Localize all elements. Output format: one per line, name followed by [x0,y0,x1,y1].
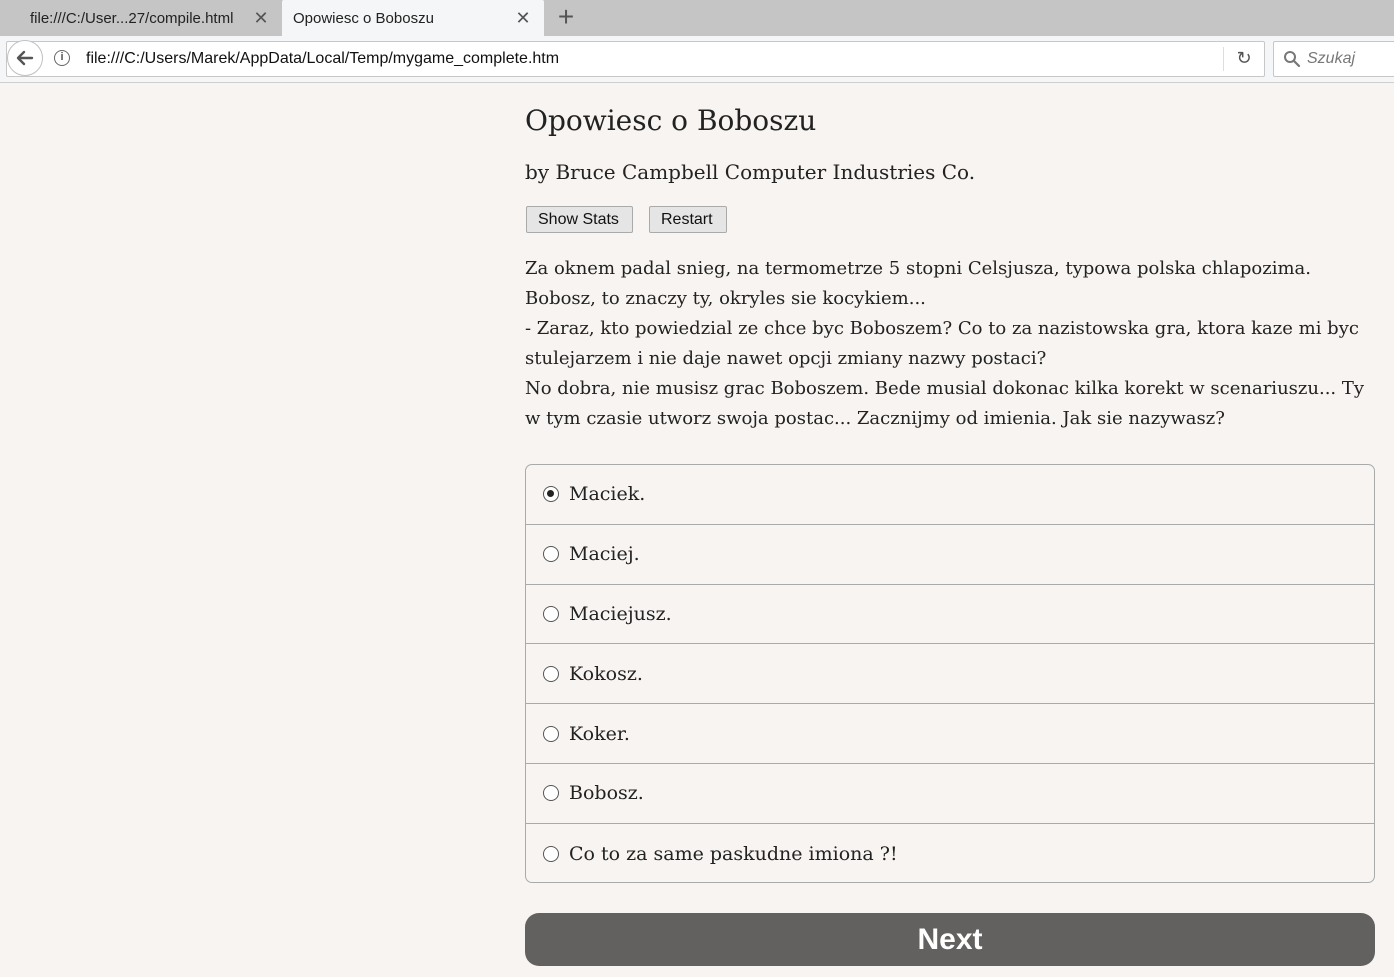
choice-item[interactable] [526,764,1374,824]
passage-paragraph: Za oknem padal snieg, na termometrze 5 stopni Celsjusza, typowa polska chlapozima. Bobosz, to znaczy ty, okryles sie kocykiem... [525,258,1311,309]
radio-icon[interactable] [543,785,559,801]
restart-button[interactable]: Restart [649,206,727,233]
radio-icon[interactable] [543,546,559,562]
choice-item[interactable] [526,525,1374,585]
choice-item[interactable] [526,465,1374,525]
radio-icon[interactable] [543,666,559,682]
tab-label: file:///C:/User...27/compile.html [30,9,234,27]
arrow-left-icon [15,48,35,68]
story-passage [525,254,1380,434]
tab-compile[interactable] [0,0,282,36]
choice-label[interactable]: Maciek. [569,483,646,506]
radio-icon[interactable] [543,606,559,622]
choice-item[interactable] [526,644,1374,704]
page-title: Opowiesc o Boboszu [525,104,817,137]
choice-item[interactable] [526,704,1374,764]
reload-icon[interactable]: ↻ [1236,48,1252,69]
search-icon [1283,50,1301,68]
tab-game[interactable] [282,0,544,36]
byline: by Bruce Campbell Computer Industries Co. [525,160,976,184]
radio-selected-icon[interactable] [543,486,559,502]
choice-label[interactable]: Bobosz. [569,782,644,805]
choice-item[interactable] [526,824,1374,883]
close-tab-icon[interactable]: ✕ [515,8,531,28]
choice-label[interactable]: Maciejusz. [569,602,672,625]
url-text[interactable]: file:///C:/Users/Marek/AppData/Local/Temp/mygame_complete.htm [86,50,560,67]
info-icon[interactable]: i [54,50,70,66]
close-tab-icon[interactable]: ✕ [253,8,269,28]
passage-paragraph: - Zaraz, kto powiedzial ze chce byc Boboszem? Co to za nazistowska gra, ktora kaze mi byc stulejarzem i nie daje nawet opcji zmiany nazwy postaci? [525,318,1359,369]
tab-bar [0,0,1394,36]
new-tab-icon[interactable]: + [557,1,575,32]
choice-label[interactable]: Co to za same paskudne imiona ?! [569,842,898,865]
choice-label[interactable]: Maciej. [569,543,640,566]
url-divider [1223,47,1224,71]
radio-icon[interactable] [543,846,559,862]
choice-label[interactable]: Koker. [569,722,630,745]
choice-label[interactable]: Kokosz. [569,662,643,685]
show-stats-button[interactable]: Show Stats [526,206,633,233]
next-button[interactable]: Next [525,913,1375,966]
back-button[interactable] [7,40,43,76]
tab-label: Opowiesc o Boboszu [293,9,434,27]
choice-item[interactable] [526,585,1374,645]
search-placeholder: Szukaj [1307,50,1356,67]
passage-paragraph: No dobra, nie musisz grac Boboszem. Bede musial dokonac kilka korekt w scenariuszu... Ty w tym czasie utworz swoja postac... Zacznijmy od imienia. Jak sie nazywasz? [525,378,1365,429]
choice-list [525,464,1375,883]
radio-icon[interactable] [543,726,559,742]
